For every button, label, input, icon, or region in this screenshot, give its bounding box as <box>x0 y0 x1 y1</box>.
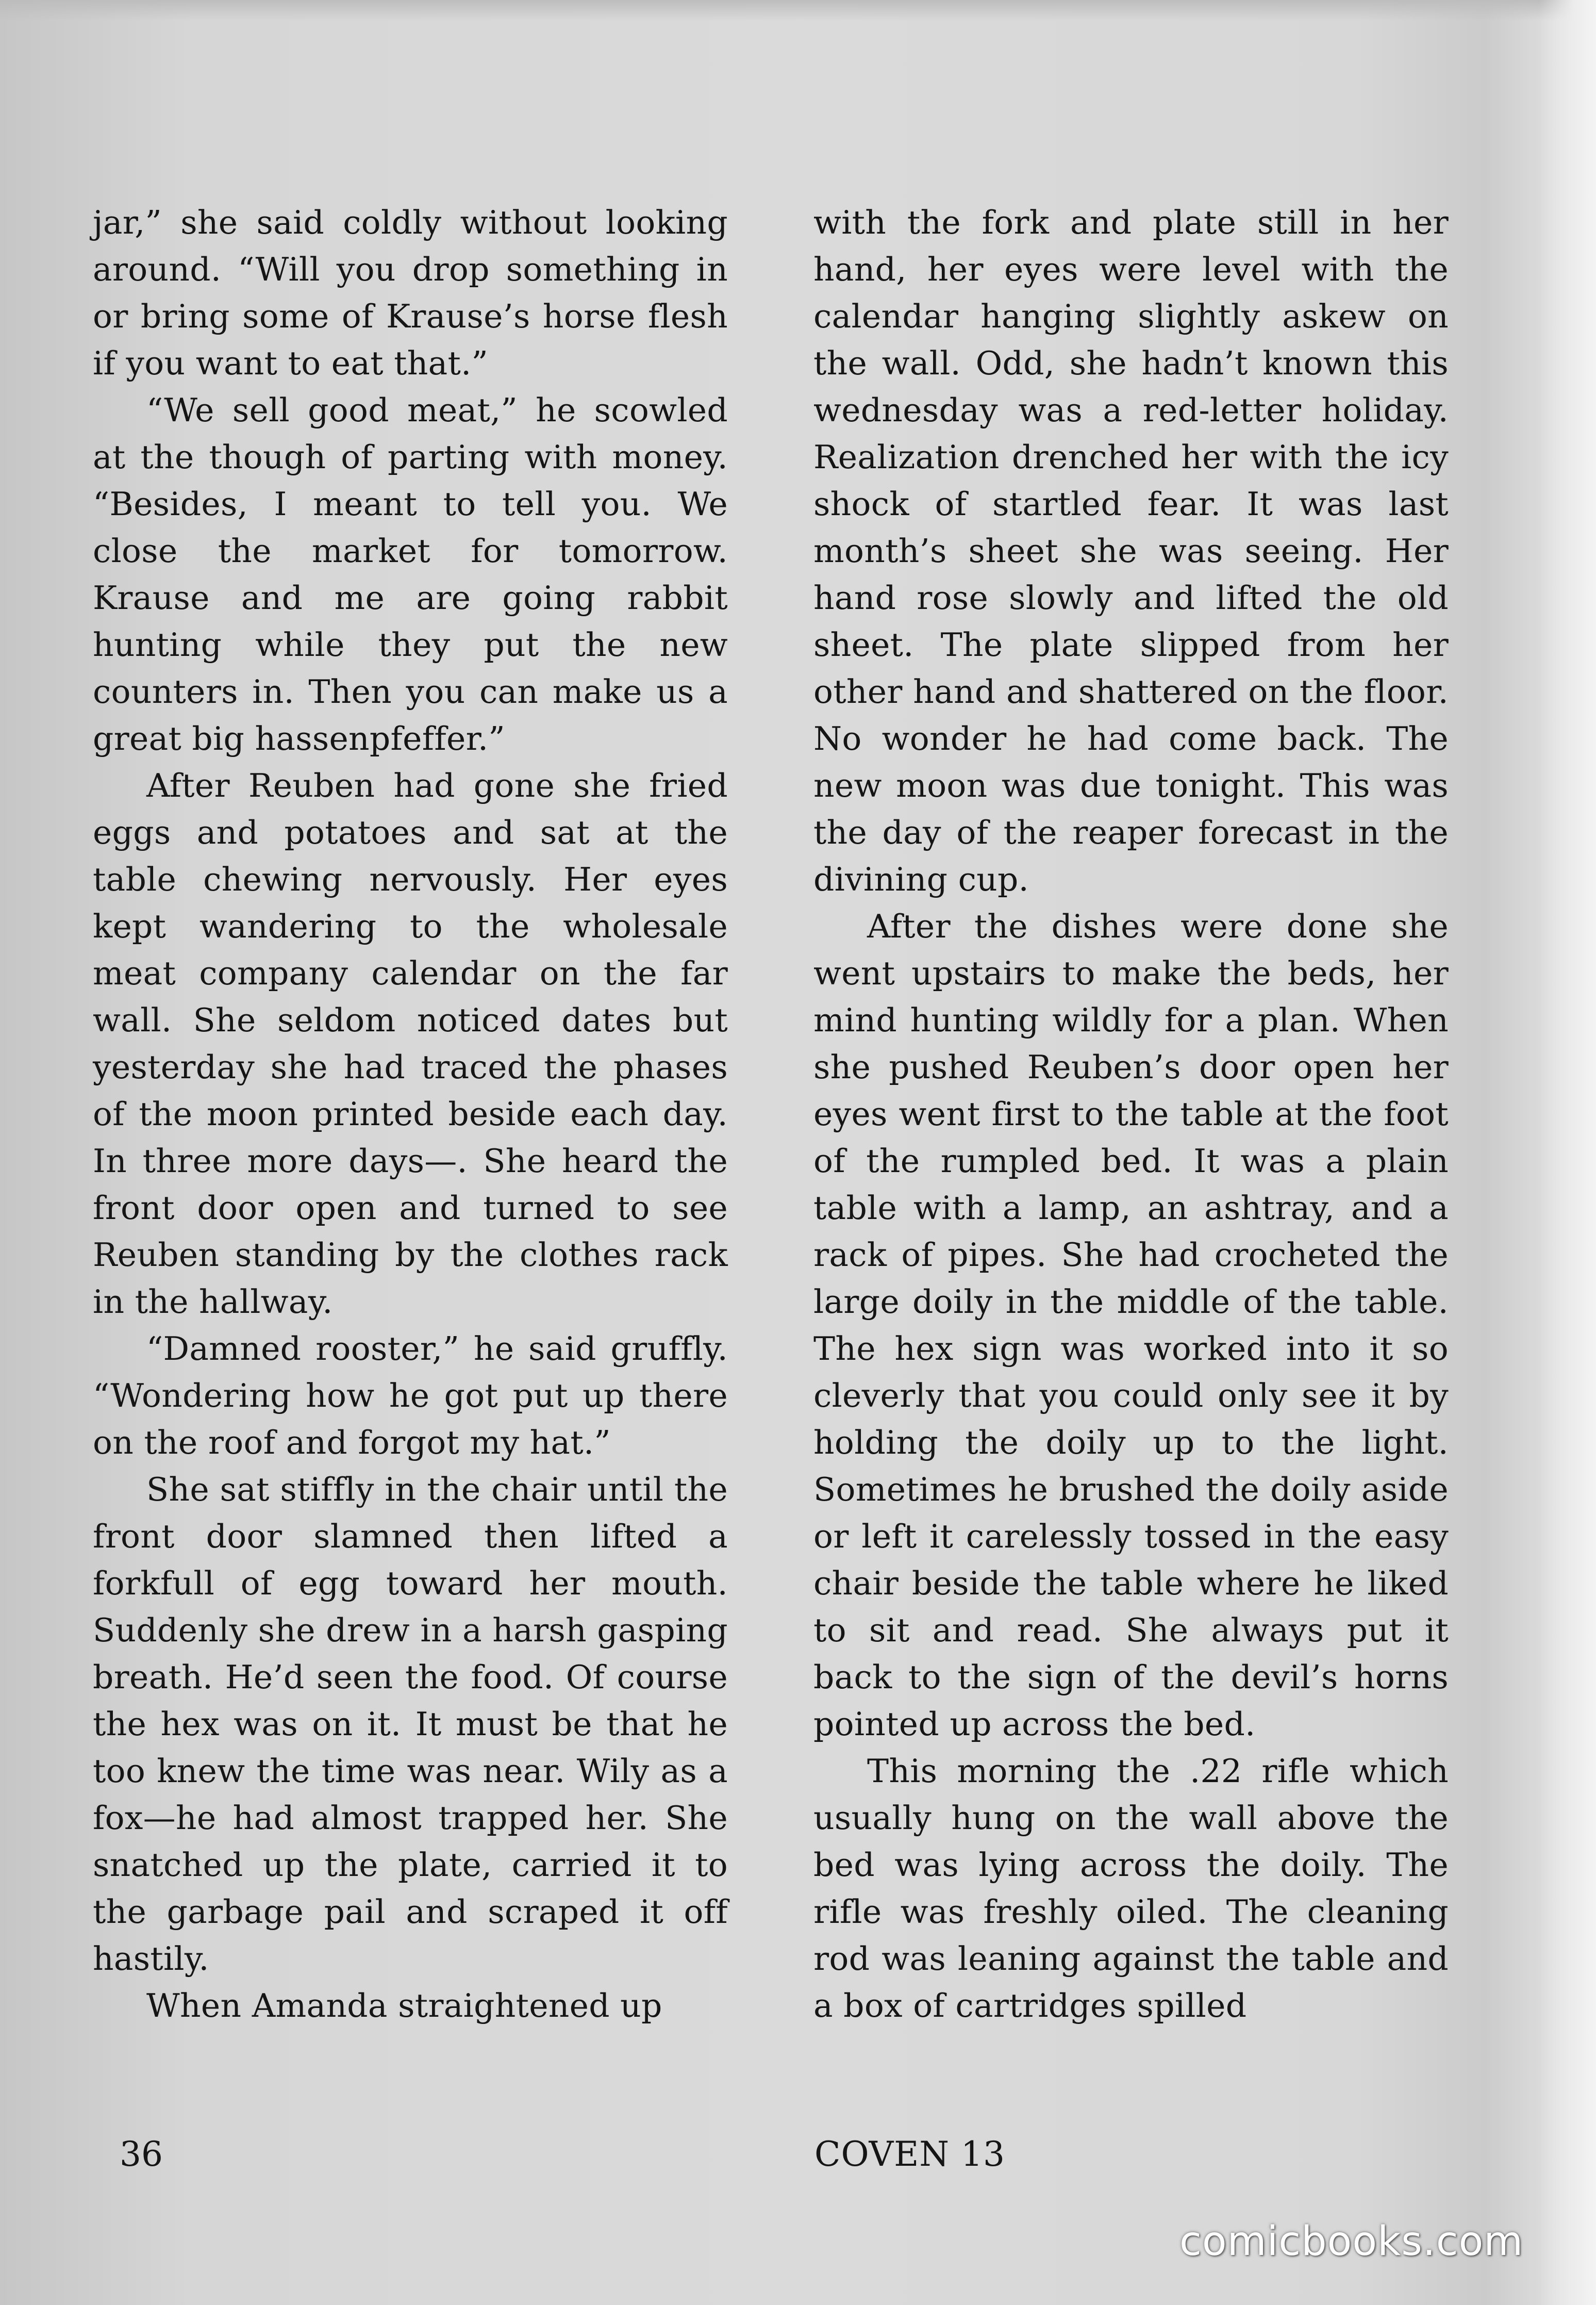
magazine-title-footer: COVEN 13 <box>814 2134 1006 2174</box>
paragraph: She sat stiffly in the chair until the front door slamned then lifted a forkfull of egg toward her mouth. Suddenly she drew in a harsh gasping breath. He’d seen the food. Of course the hex was on it. It must be that he too knew the time was near. Wily as a fox—he had almost trapped her. She snatched up the plate, carried it to the garbage pail and scraped it off hastily. <box>93 1471 728 1978</box>
page-top-shadow <box>0 0 1596 21</box>
page-edge-highlight <box>1539 0 1596 2305</box>
paragraph: “Damned rooster,” he said gruffly. “Wondering how he got put up there on the roof and forgot my hat.” <box>93 1330 728 1461</box>
paragraph: jar,” she said coldly without looking around. “Will you drop something in or bring some of Krause’s horse flesh if you want to eat that.” <box>93 204 728 382</box>
paragraph: “We sell good meat,” he scowled at the though of parting with money. “Besides, I meant to tell you. We close the market for tomorrow. Krause and me are going rabbit hunting while they put the new counters in. Then you can make us a great big hassenpfeffer.” <box>93 391 728 758</box>
page-number: 36 <box>120 2134 163 2174</box>
paragraph: When Amanda straightened up <box>146 1987 662 2024</box>
paragraph: After the dishes were done she went upstairs to make the beds, her mind hunting wildly for a plan. When she pushed Reuben’s door open her eyes went first to the table at the foot of the rumpled bed. It was a plain table with a lamp, an ashtray, and a rack of pipes. She had crocheted the large doily in the middle of the table. The hex sign was worked into it so cleverly that you could only see it by holding the doily up to the light. Sometimes he brushed the doily aside or left it carelessly tossed in the easy chair beside the table where he liked to sit and read. She always put it back to the sign of the devil’s horns pointed up across the bed. <box>813 908 1449 1743</box>
left-text-column <box>93 199 728 2029</box>
paragraph: with the fork and plate still in her hand, her eyes were level with the calendar hanging slightly askew on the wall. Odd, she hadn’t known this wednesday was a red-letter holiday. Realization drenched her with the icy shock of startled fear. It was last month’s sheet she was seeing. Her hand rose slowly and lifted the old sheet. The plate slipped from her other hand and shattered on the floor. No wonder he had come back. The new moon was due tonight. This was the day of the reaper forecast in the divining cup. <box>813 204 1449 898</box>
right-text-column <box>813 199 1449 2029</box>
paragraph: This morning the .22 rifle which usually hung on the wall above the bed was lying across the doily. The rifle was freshly oiled. The cleaning rod was leaning against the table and a box of cartridges spilled <box>813 1752 1449 2024</box>
paragraph: After Reuben had gone she fried eggs and potatoes and sat at the table chewing nervously. Her eyes kept wandering to the wholesale meat company calendar on the far wall. She seldom noticed dates but yesterday she had traced the phases of the moon printed beside each day. In three more days—. She heard the front door open and turned to see Reuben standing by the clothes rack in the hallway. <box>93 767 728 1321</box>
site-watermark: comicbooks.com <box>1179 2218 1524 2265</box>
